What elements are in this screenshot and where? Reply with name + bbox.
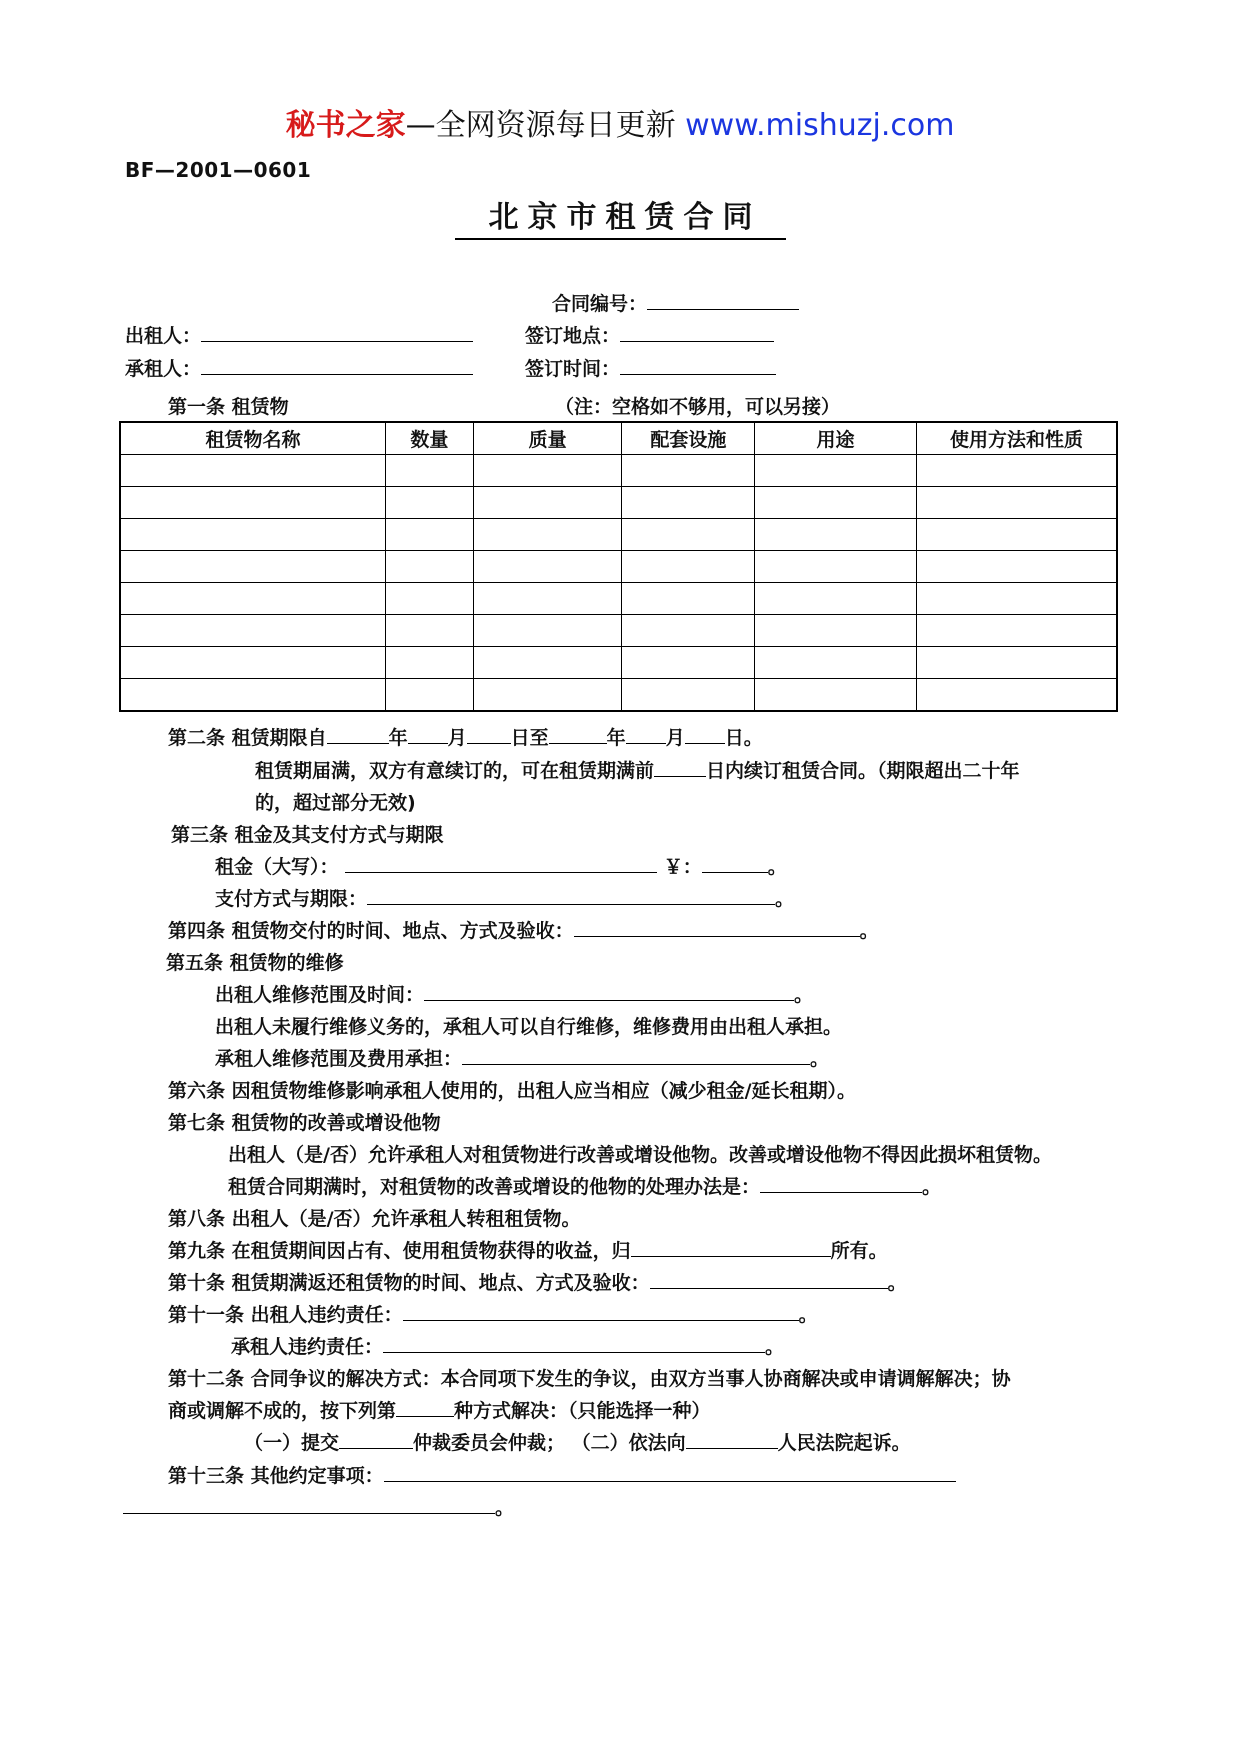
renewal-text: 租赁期届满，双方有意续订的，可在租赁期满前 (255, 760, 655, 782)
table-cell[interactable] (473, 647, 622, 679)
table-cell[interactable] (622, 487, 755, 519)
table-cell[interactable] (622, 583, 755, 615)
lessee-field[interactable] (201, 373, 473, 375)
col-header-purpose: 用途 (755, 422, 917, 455)
col-header-usage: 使用方法和性质 (916, 422, 1117, 455)
year-label: 年 (606, 727, 626, 749)
period-mark: 。 (922, 1176, 942, 1198)
lease-start-year-field[interactable] (327, 742, 389, 744)
table-cell[interactable] (755, 583, 917, 615)
article-8-text: 第八条 出租人（是/否）允许承租人转租租赁物。 (168, 1208, 581, 1230)
article-4-row (168, 916, 879, 943)
lessor-row (125, 321, 473, 348)
article-2-lead: 第二条 租赁期限自 (168, 727, 327, 749)
lessor-repair-field[interactable] (424, 999, 794, 1001)
table-cell[interactable] (473, 679, 622, 712)
table-cell[interactable] (755, 551, 917, 583)
table-cell[interactable] (473, 551, 622, 583)
lessor-label: 出租人： (125, 325, 202, 347)
table-row (120, 455, 1117, 487)
article-11-row-1 (168, 1300, 818, 1327)
lessor-liability-label: 第十一条 出租人违约责任： (168, 1304, 403, 1326)
table-row (120, 615, 1117, 647)
improvement-disposal-label: 租赁合同期满时，对租赁物的改善或增设的他物的处理办法是： (228, 1176, 761, 1198)
period-mark: 。 (794, 984, 814, 1006)
table-cell[interactable] (385, 615, 473, 647)
day-label: 日。 (724, 727, 763, 749)
article-7-label: 第七条 租赁物的改善或增设他物 (168, 1112, 441, 1134)
col-header-quality: 质量 (473, 422, 622, 455)
rent-label: 租金（大写）： (215, 856, 339, 878)
rent-amount-field[interactable] (702, 871, 768, 873)
table-cell[interactable] (916, 583, 1117, 615)
table-cell[interactable] (385, 487, 473, 519)
period-mark: 。 (887, 1272, 907, 1294)
table-cell[interactable] (755, 647, 917, 679)
day-to-label: 日至 (510, 727, 549, 749)
article-11-row-2 (231, 1332, 784, 1359)
sign-place-label: 签订地点： (525, 325, 621, 347)
other-terms-field[interactable] (384, 1480, 956, 1482)
table-cell[interactable] (755, 455, 917, 487)
dispute-choice-tail: 种方式解决：（只能选择一种） (454, 1400, 711, 1422)
payment-method-field[interactable] (367, 903, 775, 905)
table-cell[interactable] (755, 615, 917, 647)
lessor-repair-row (215, 980, 813, 1007)
article-10-row (168, 1268, 907, 1295)
period-mark: 。 (767, 856, 787, 878)
article-12-line-2 (168, 1396, 711, 1423)
period-mark: 。 (798, 1304, 818, 1326)
period-mark: 。 (765, 1336, 785, 1358)
table-row (120, 583, 1117, 615)
year-label: 年 (388, 727, 408, 749)
article-1-label: 第一条 租赁物 (168, 396, 289, 418)
table-cell[interactable] (473, 519, 622, 551)
lessor-field[interactable] (201, 340, 473, 342)
table-row (120, 679, 1117, 712)
table-cell[interactable] (120, 455, 385, 487)
document-title: 北京市租赁合同 (455, 200, 786, 240)
lessee-label: 承租人： (125, 358, 202, 380)
table-cell[interactable] (622, 679, 755, 712)
document-code: BF—2001—0601 (125, 158, 312, 182)
table-cell[interactable] (385, 519, 473, 551)
contract-number-field[interactable] (647, 308, 799, 310)
dispute-choice-field[interactable] (396, 1415, 454, 1417)
table-cell[interactable] (120, 519, 385, 551)
col-header-facilities: 配套设施 (622, 422, 755, 455)
banner-tagline: —全网资源每日更新 (405, 108, 686, 143)
table-cell[interactable] (385, 551, 473, 583)
lessee-repair-row (215, 1044, 829, 1071)
lease-end-day-field[interactable] (685, 742, 725, 744)
table-cell[interactable] (916, 679, 1117, 712)
table-cell[interactable] (622, 551, 755, 583)
yen-label: ￥： (663, 856, 702, 878)
article-1-note: （注：空格如不够用，可以另接） (555, 396, 841, 418)
sign-place-row (525, 321, 774, 348)
table-cell[interactable] (120, 647, 385, 679)
table-row (120, 487, 1117, 519)
sign-time-row (525, 354, 776, 381)
table-cell[interactable] (385, 679, 473, 712)
period-mark: 。 (495, 1497, 515, 1519)
table-body (120, 455, 1117, 712)
table-cell[interactable] (473, 615, 622, 647)
lessee-liability-label: 承租人违约责任： (231, 1336, 384, 1358)
table-cell[interactable] (622, 455, 755, 487)
table-cell[interactable] (916, 551, 1117, 583)
sign-place-field[interactable] (620, 340, 774, 342)
table-cell[interactable] (120, 487, 385, 519)
article-13-label: 第十三条 其他约定事项： (168, 1465, 384, 1487)
option-court-label: 仲裁委员会仲裁； （二）依法向 (413, 1432, 686, 1454)
table-row (120, 551, 1117, 583)
lessee-liability-field[interactable] (383, 1351, 765, 1353)
repair-default-text: 出租人未履行维修义务的，承租人可以自行维修，维修费用由出租人承担。 (215, 1016, 843, 1038)
payment-row (215, 884, 794, 911)
lessor-liability-field[interactable] (403, 1319, 799, 1321)
lease-start-day-field[interactable] (467, 742, 511, 744)
article-4-label: 第四条 租赁物交付的时间、地点、方式及验收： (168, 920, 574, 942)
period-mark: 。 (859, 920, 879, 942)
site-banner (0, 100, 1240, 144)
article-13-continuation (123, 1493, 514, 1520)
table-cell[interactable] (755, 679, 917, 712)
payment-label: 支付方式与期限： (215, 888, 368, 910)
sign-time-label: 签订时间： (525, 358, 621, 380)
article-2-line-2 (255, 756, 1020, 783)
table-cell[interactable] (916, 615, 1117, 647)
contract-number-label: 合同编号： (552, 293, 648, 315)
article-12-line-1: 第十二条 合同争议的解决方式：本合同项下发生的争议，由双方当事人协商解决或申请调解解决；协 (168, 1368, 1011, 1390)
article-6-text: 第六条 因租赁物维修影响承租人使用的，出租人应当相应（减少租金/延长租期）。 (168, 1080, 857, 1102)
table-row (120, 519, 1117, 551)
article-9-label: 第九条 在租赁期间因占有、使用租赁物获得的收益，归 (168, 1240, 631, 1262)
month-label: 月 (665, 727, 685, 749)
rent-row (215, 852, 787, 879)
table-cell[interactable] (120, 551, 385, 583)
option-court-tail: 人民法院起诉。 (777, 1432, 911, 1454)
table-cell[interactable] (120, 615, 385, 647)
site-url-link[interactable]: www.mishuzj.com (685, 108, 955, 143)
income-owner-field[interactable] (631, 1255, 831, 1257)
article-7-line-2 (228, 1172, 941, 1199)
document-title-wrap (0, 200, 1240, 240)
lease-start-month-field[interactable] (408, 742, 448, 744)
col-header-name: 租赁物名称 (120, 422, 385, 455)
table-cell[interactable] (473, 487, 622, 519)
lessee-repair-label: 承租人维修范围及费用承担： (215, 1048, 463, 1070)
table-cell[interactable] (916, 647, 1117, 679)
table-cell[interactable] (120, 679, 385, 712)
article-9-tail: 所有。 (830, 1240, 888, 1262)
lessor-repair-label: 出租人维修范围及时间： (215, 984, 425, 1006)
return-terms-field[interactable] (650, 1287, 888, 1289)
article-10-label: 第十条 租赁期满返还租赁物的时间、地点、方式及验收： (168, 1272, 650, 1294)
table-cell[interactable] (755, 519, 917, 551)
table-cell[interactable] (916, 487, 1117, 519)
court-name-field[interactable] (686, 1447, 778, 1449)
table-cell[interactable] (916, 455, 1117, 487)
renewal-text-tail: 日内续订租赁合同。（期限超出二十年 (706, 760, 1020, 782)
period-mark: 。 (810, 1048, 830, 1070)
rent-amount-words-field[interactable] (345, 871, 657, 873)
table-cell[interactable] (622, 647, 755, 679)
renewal-days-field[interactable] (654, 775, 706, 777)
article-2-line-3: 的，超过部分无效) (255, 792, 416, 814)
table-cell[interactable] (755, 487, 917, 519)
option-arbitration-label: （一）提交 (244, 1432, 340, 1454)
lessee-row (125, 354, 473, 381)
other-terms-field-continued[interactable] (123, 1512, 495, 1514)
dispute-choice-label: 商或调解不成的，按下列第 (168, 1400, 397, 1422)
col-header-quantity: 数量 (385, 422, 473, 455)
table-cell[interactable] (385, 583, 473, 615)
arbitration-commission-field[interactable] (339, 1447, 413, 1449)
table-cell[interactable] (916, 519, 1117, 551)
improvement-disposal-field[interactable] (760, 1191, 922, 1193)
month-label: 月 (447, 727, 467, 749)
table-cell[interactable] (385, 647, 473, 679)
table-cell[interactable] (622, 615, 755, 647)
brand-name: 秘书之家 (285, 108, 406, 143)
lessee-repair-field[interactable] (462, 1063, 810, 1065)
lease-end-year-field[interactable] (549, 742, 607, 744)
table-row (120, 647, 1117, 679)
table-cell[interactable] (120, 583, 385, 615)
table-cell[interactable] (473, 583, 622, 615)
leased-goods-table (119, 421, 1118, 712)
sign-time-field[interactable] (620, 373, 776, 375)
lease-end-month-field[interactable] (626, 742, 666, 744)
contract-number-row (552, 289, 799, 316)
table-cell[interactable] (622, 519, 755, 551)
table-cell[interactable] (473, 455, 622, 487)
article-2-line-1 (168, 723, 763, 750)
article-7-line-1: 出租人（是/否）允许承租人对租赁物进行改善或增设他物。改善或增设他物不得因此损坏租赁物。 (228, 1144, 1052, 1166)
period-mark: 。 (775, 888, 795, 910)
article-5-label: 第五条 租赁物的维修 (166, 952, 344, 974)
table-header-row (120, 422, 1117, 455)
article-3-label: 第三条 租金及其支付方式与期限 (171, 824, 444, 846)
article-13-row (168, 1461, 956, 1488)
article-9-row (168, 1236, 888, 1263)
delivery-terms-field[interactable] (574, 935, 860, 937)
article-12-options (244, 1428, 911, 1455)
table-cell[interactable] (385, 455, 473, 487)
